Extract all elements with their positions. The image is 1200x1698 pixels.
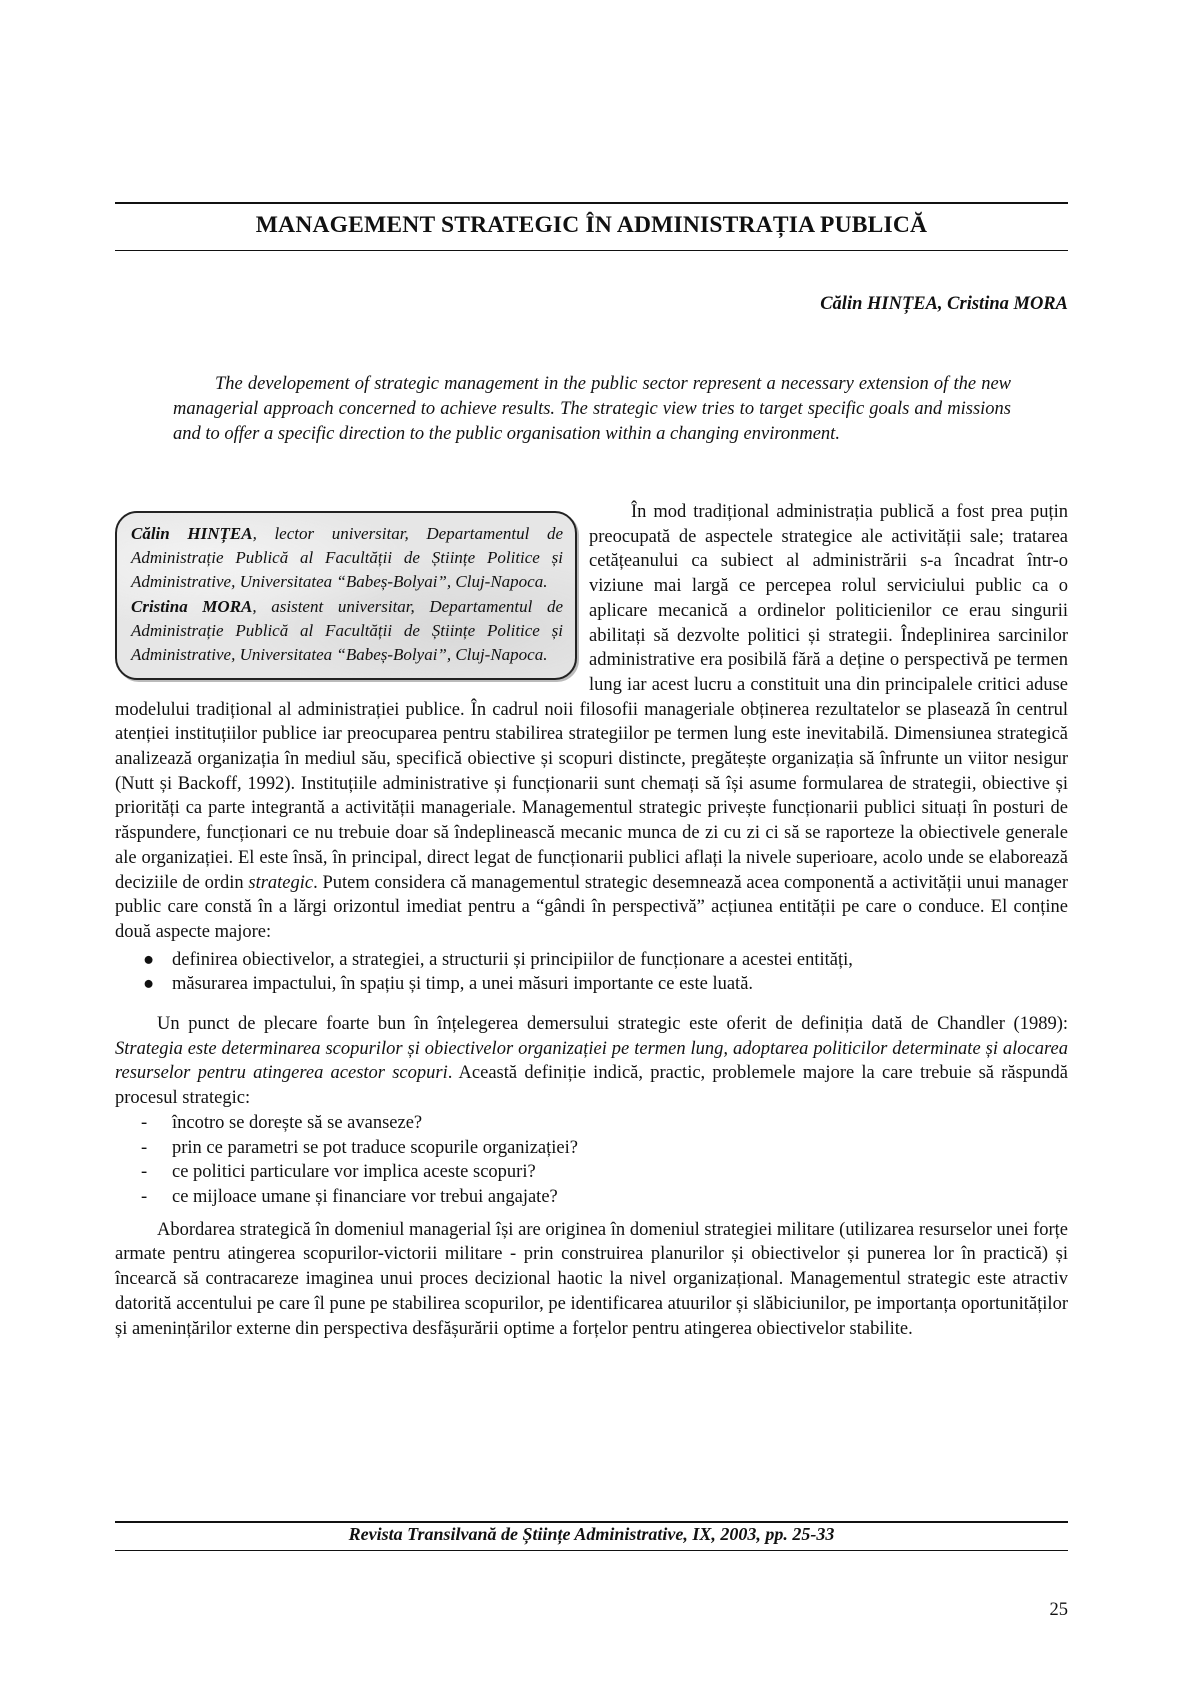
page-number: 25 <box>1049 1600 1068 1620</box>
author2-affiliation: , asistent universitar, Departamentul de Administrație Publică al Facultății de Științe Politice și Administrative, Universitatea “Babeș-Bolyai”, Cluj-Napoca. <box>131 596 563 665</box>
emphasis-strategic: strategic <box>248 872 314 893</box>
dash-icon: - <box>141 1162 148 1183</box>
journal-citation: Revista Transilvană de Științe Administrative, IX, 2003, pp. 25-33 <box>348 1524 835 1544</box>
paragraph-2: Un punct de plecare foarte bun în înțelegerea demersului strategic este oferit de definiția dată de Chandler (1989): Strategia este determinarea scopurilor și obiectivelor organizației pe termen lung, adoptarea politicilor determinate și alocarea resurselor pentru atingerea acestor scopuri. Această definiție indică, practic, problemele majore la care trebuie să răspundă procesul strategic: <box>115 1014 1068 1109</box>
list-item: ● definirea obiectivelor, a strategiei, a structurii și principiilor de funcționare a acestei entități, <box>115 948 1068 973</box>
question-list <box>115 1111 1068 1210</box>
dash-icon: - <box>141 1112 148 1133</box>
title-rule <box>115 250 1068 251</box>
dash-icon: - <box>141 1186 148 1207</box>
definition-quote: Strategia este determinarea scopurilor și obiectivelor organizației pe termen lung, adoptarea politicilor determinate și alocarea resurselor pentru atingerea acestor scopuri <box>115 1038 1068 1084</box>
list-item: ● măsurarea impactului, în spațiu și timp, a unei măsuri importante ce este luată. <box>115 972 1068 997</box>
author1-affiliation: , lector universitar, Departamentul de Administrație Publică al Facultății de Științe Politice și Administrative, Universitatea “Babeș-Bolyai”, Cluj-Napoca. <box>131 524 563 592</box>
list-item: - încotro se dorește să se avanseze? <box>115 1111 1068 1136</box>
list-item: - ce politici particulare vor implica aceste scopuri? <box>115 1160 1068 1185</box>
paragraph-3: Abordarea strategică în domeniul managerial își are originea în domeniul strategiei militare (utilizarea resurselor unei forțe armate pentru atingerea scopurilor-victorii militare - prin construirea planurilor și obiectivelor și punerea lor în practică) și încearcă să contracareze imaginea unui proces decizional haotic la nivel organizațional. Managementul strategic este atractiv datorită accentului pe care îl pune pe stabilirea scopurilor, pe identificarea atuurilor și slăbiciunilor, pe importanța oportunităților și amenințărilor externe din perspectiva desfășurării optime a forțelor pentru atingerea obiectivelor stabilite. <box>115 1219 1068 1339</box>
footer-rule-top <box>115 1521 1068 1523</box>
list-item: - ce mijloace umane și financiare vor trebui angajate? <box>115 1185 1068 1210</box>
list-item: - prin ce parametri se pot traduce scopurile organizației? <box>115 1136 1068 1161</box>
author1-name: Călin HINȚEA <box>131 524 253 543</box>
bullet-icon: ● <box>143 949 155 970</box>
article-title: MANAGEMENT STRATEGIC ÎN ADMINISTRAȚIA PUBLICĂ <box>255 212 928 238</box>
paragraph-1: În mod tradițional administrația publică a fost prea puțin preocupată de aspectele strategice ale activității sale; tratarea cetățeanului ca subiect al administrării s-a încadrat într-o viziune mai largă ce percepea rolul serviciului public ca o aplicare mecanică a ordinelor politicienilor ce erau singurii abilitați să dezvolte politici și strategii. Îndeplinirea sarcinilor administrative era posibilă fără a deține o perspectivă pe termen lung iar acest lucru a constituit una din principalele critici aduse modelului tradițional al administrației publice. În cadrul noii filosofii manageriale obținerea rezultatelor se plasează în centrul atenției instituțiilor publice iar preocuparea pentru stabilirea strategiilor pe termen lung este inevitabilă. Dimensiunea strategică analizează organizația în mediul său, specifică obiective și scopuri distincte, pregătește organizația să înfrunte un viitor nesigur (Nutt și Backoff, 1992). Instituțiile administrative și funcționarii sunt chemați să își asume formularea de strategii, obiective și priorități ca parte integrantă a activității manageriale. Managementul strategic privește funcționarii publici situați în posturi de răspundere, funcționari ce nu trebuie doar să îndeplinească mecanic munca de zi cu zi ci să se raporteze la obiectivele generale ale organizației. El este însă, în principal, direct legat de funcționarii publici aflați la nivele superioare, acolo unde se elaborează deciziile de ordin strategic. Putem considera că managementul strategic desemnează acea componentă a activității unui manager public care constă în a lărgi orizontul imediat pentru a “gândi în perspectivă” acțiunea entității pe care o conduce. El conține două aspecte majore: <box>115 502 1068 942</box>
article-authors: Călin HINȚEA, Cristina MORA <box>820 294 1068 314</box>
bullet-icon: ● <box>143 974 155 995</box>
author-info-box <box>115 511 577 680</box>
bullet-list <box>115 948 1068 997</box>
author2-name: Cristina MORA <box>131 596 253 616</box>
abstract: The developement of strategic management in the public sector represent a necessary extension of the new managerial approach concerned to achieve results. The strategic view tries to target specific goals and missions and to offer a specific direction to the public organisation within a changing environment. <box>173 374 1011 444</box>
top-rule <box>115 202 1068 204</box>
footer-rule-bottom <box>115 1550 1068 1551</box>
article-body <box>115 500 1068 1341</box>
dash-icon: - <box>141 1137 148 1158</box>
